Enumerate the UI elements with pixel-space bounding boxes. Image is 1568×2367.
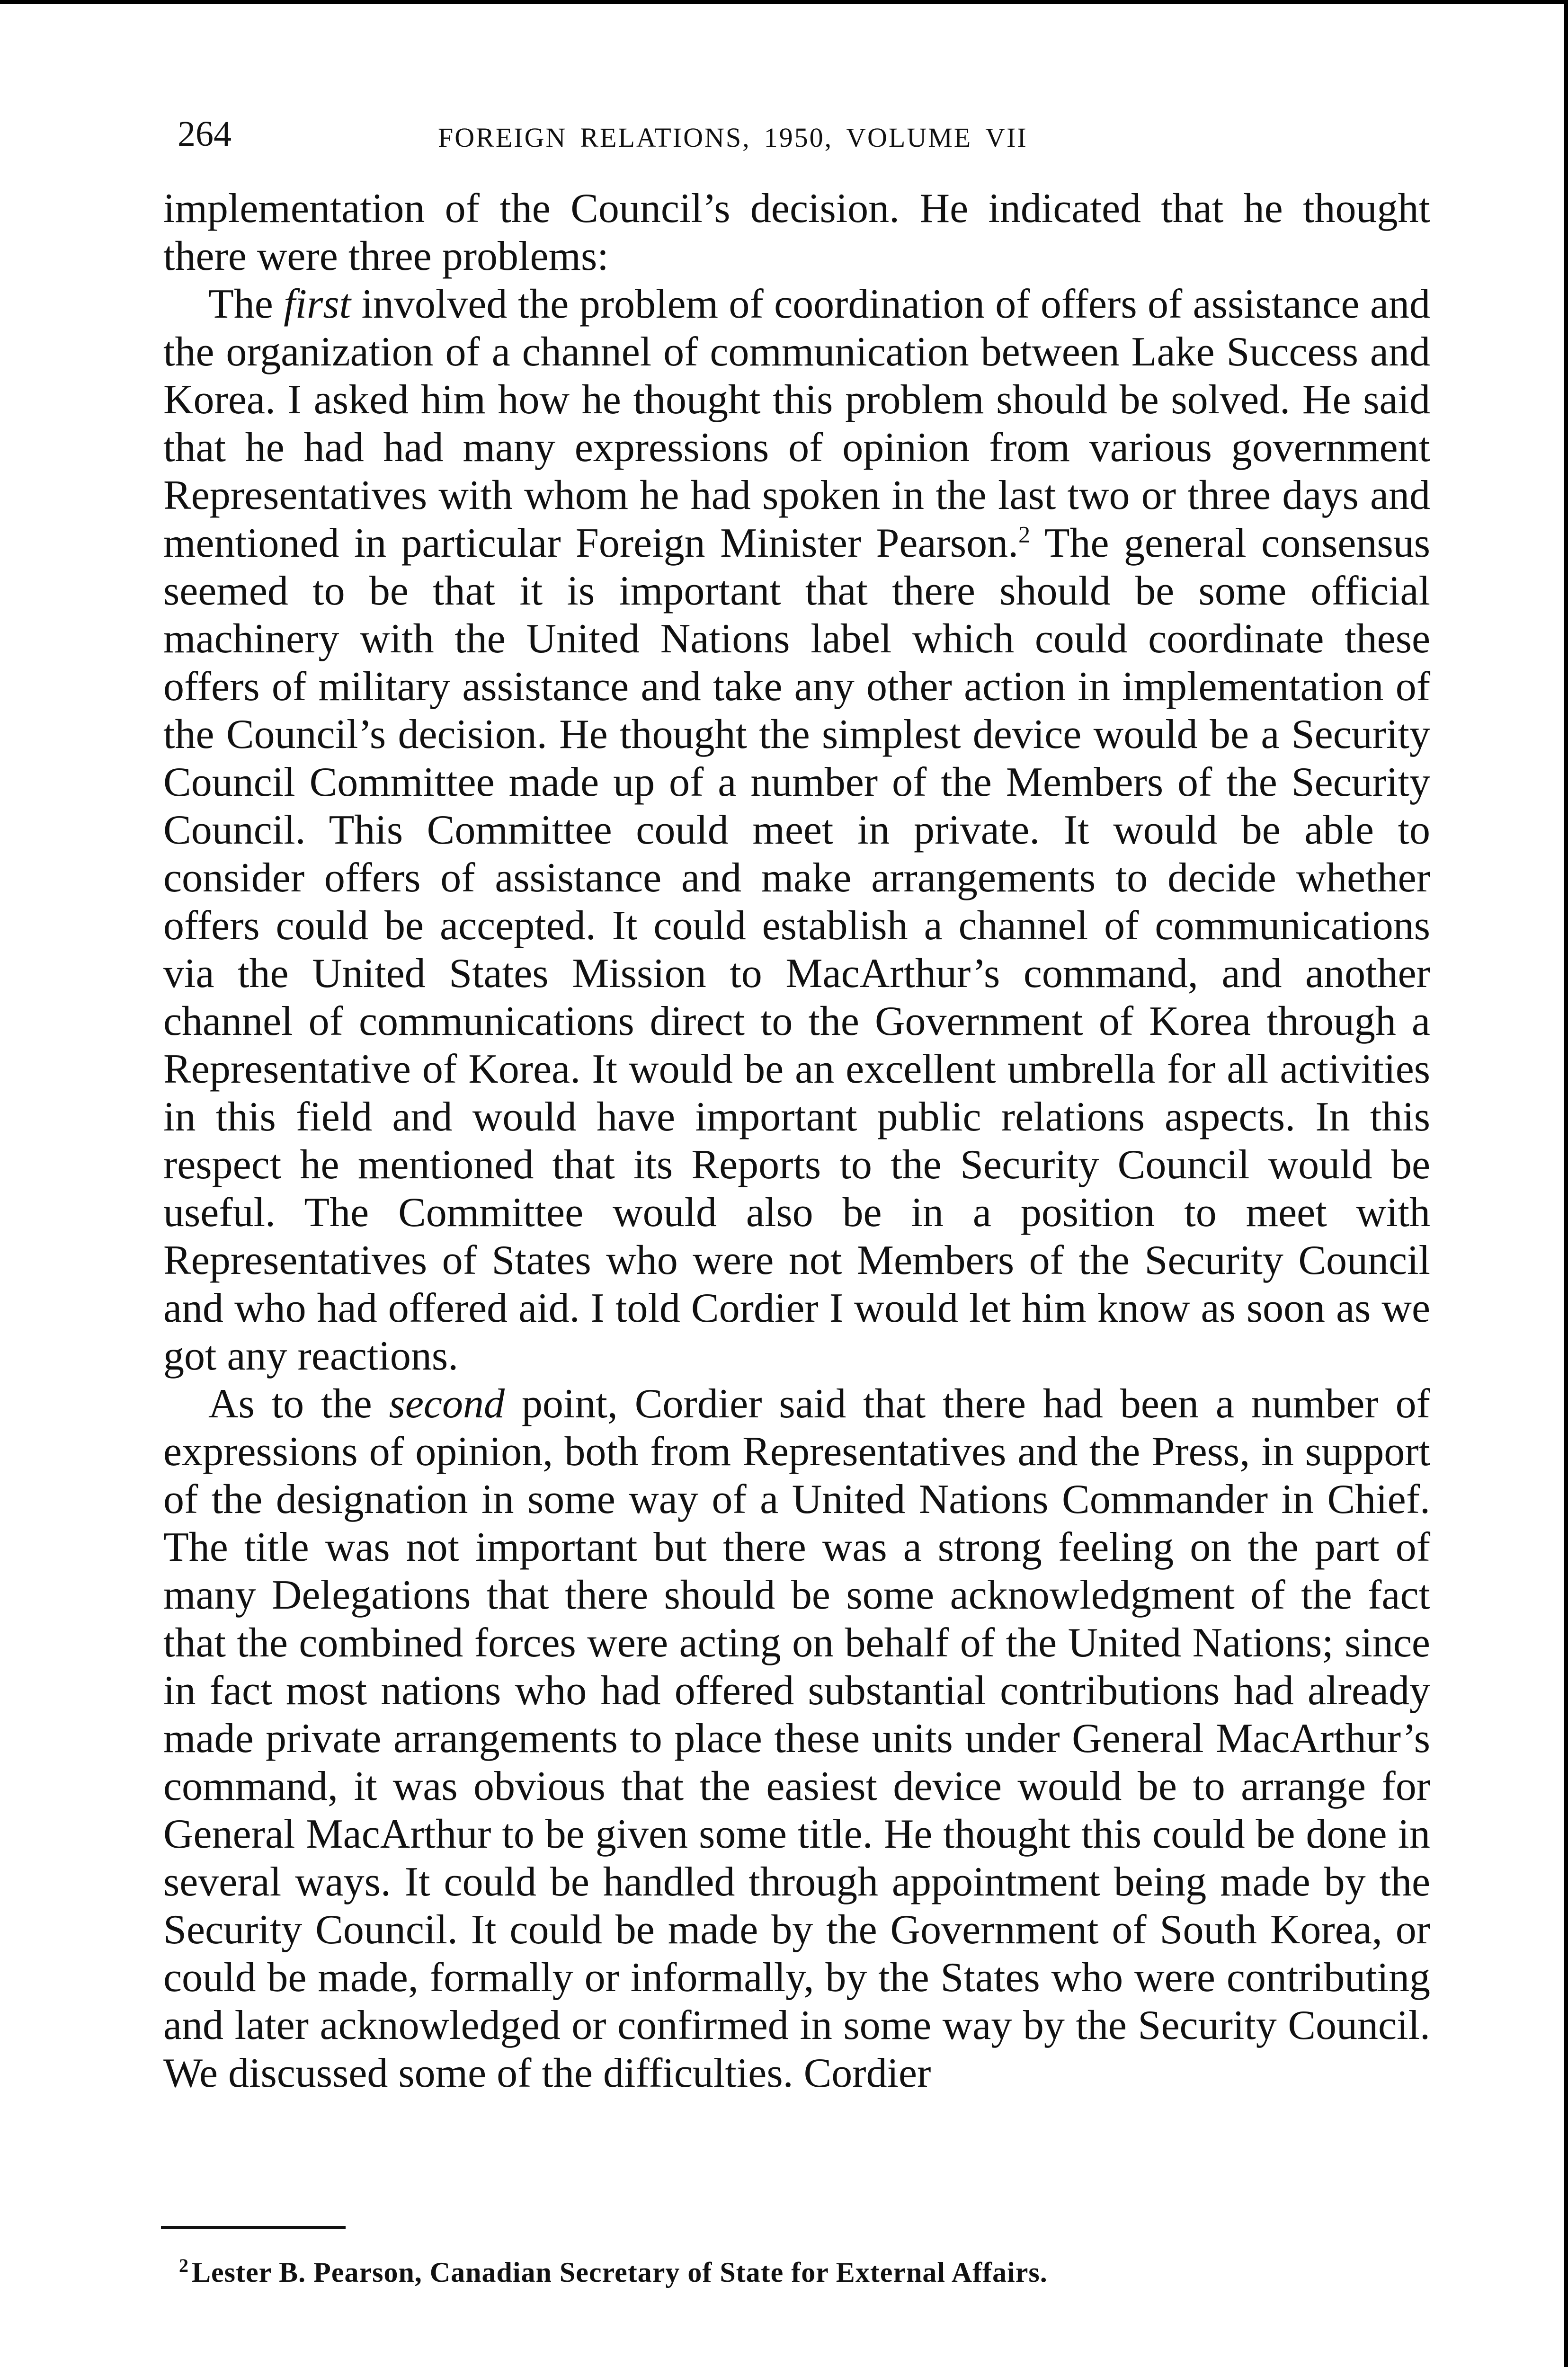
running-head-word: RELATIONS, [580,122,751,153]
footnote [179,2253,1410,2291]
footnote-reference: 2 [1018,521,1031,548]
running-head-word: FOREIGN [438,122,567,153]
page-number: 264 [178,114,232,154]
paragraph-continuation: implementation of the Council’s decision. He indicated that he thought there were three problems: [163,186,1430,279]
footnote-marker: 2 [179,2255,189,2276]
paragraph-first-problem [163,280,1430,1380]
running-head [438,112,1041,164]
text-run: The [208,281,284,327]
text-run: As to the [208,1381,389,1427]
page-header [178,108,1430,160]
running-head-word: VII [985,122,1028,153]
scan-border-top [0,0,1568,4]
text-run: involved the problem of coordination of offers of assistance and the organization of a channel of communication between Lake Success and Korea. I asked him how he thought this problem should be solved. He said that he had had many expressions of opinion from various government Representatives with whom he had spoken in the last two or three days and mentioned in particular Foreign Minister Pearson. [163,281,1431,566]
scan-border-right [1564,0,1568,2367]
paragraph-second-point [163,1380,1430,2097]
text-run: The general consensus seemed to be that it is important that there should be some official machinery with the United Nations label which could coordinate these offers of military assistance and take any other action in implementation of the Council’s decision. He thought the simplest device would be a Security Council Committee made up of a number of the Members of the Security Council. This Committee could meet in private. It would be able to consider offers of assistance and make arrangements to decide whether offers could be accepted. It could establish a channel of communications via the United States Mission to MacArthur’s command, and another channel of communications direct to the Government of Korea through a Representative of Korea. It would be an excellent umbrella for all activities in this field and would have important public relations aspects. In this respect he mentioned that its Reports to the Security Council would be useful. The Committee would also be in a position to meet with Representatives of States who were not Members of the Security Council and who had offered aid. I told Cordier I would let him know as soon as we got any reactions. [163,520,1430,1379]
footnote-rule [161,2226,346,2229]
emphasis-first: first [284,281,351,327]
footnote-text: Lester B. Pearson, Canadian Secretary of State for External Affairs. [192,2257,1048,2288]
running-head-word: VOLUME [846,122,972,153]
text-run: point, Cordier said that there had been a number of expressions of opinion, both from Representatives and the Press, in support of the designation in some way of a United Nations Commander in Chief. The title was not important but there was a strong feeling on the part of many Delegations that there should be some acknowledgment of the fact that the combined forces were acting on behalf of the United Nations; since in fact most nations who had offered substantial contributions had already made private arrangements to place these units under General MacArthur’s command, it was obvious that the easiest device would be to arrange for General MacArthur to be given some title. He thought this could be done in several ways. It could be handled through appointment being made by the Security Council. It could be made by the Government of South Korea, or could be made, formally or informally, by the States who were contributing and later acknowledged or confirmed in some way by the Security Council. We discussed some of the difficulties. Cordier [163,1381,1430,2096]
emphasis-second: second [389,1381,505,1427]
body-text [163,185,1430,2097]
running-head-word: 1950, [764,122,833,153]
